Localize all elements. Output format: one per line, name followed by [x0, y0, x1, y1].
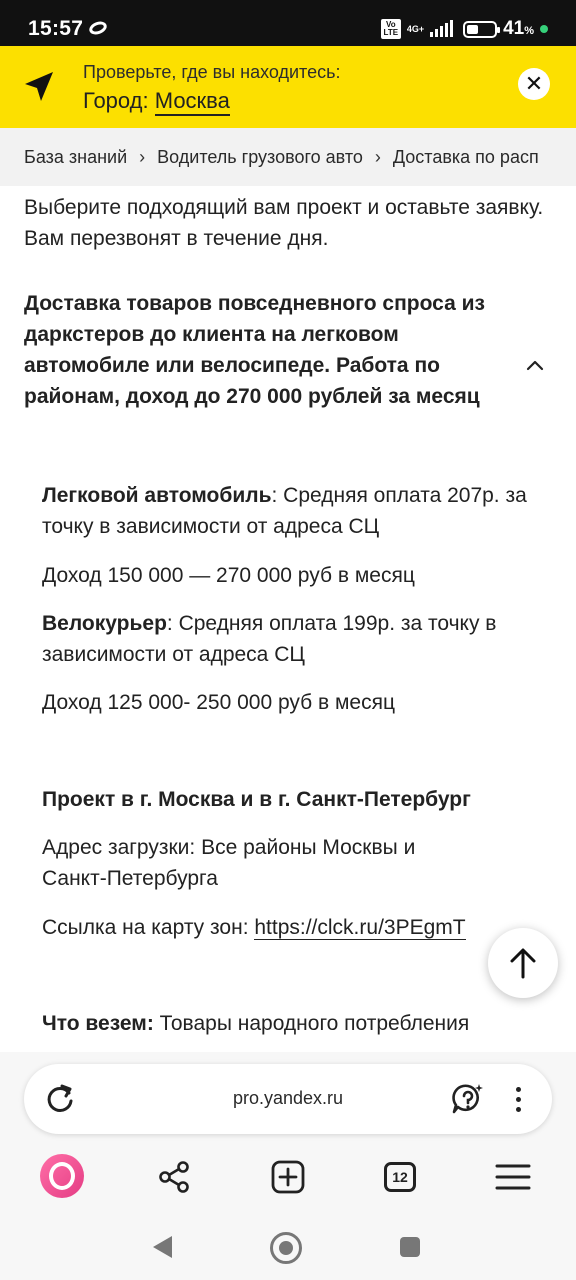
tabs-count: 12 — [384, 1162, 416, 1192]
banner-city-row — [83, 88, 230, 114]
car-label: Легковой автомобиль — [42, 484, 272, 507]
back-icon[interactable] — [150, 1234, 174, 1260]
volte-icon: Vo LTE — [381, 19, 401, 39]
chevron-up-icon[interactable] — [524, 356, 546, 374]
status-time: 15:57 — [28, 17, 84, 40]
bike-description — [42, 608, 542, 670]
alice-icon[interactable] — [40, 1154, 84, 1198]
address-bar[interactable] — [24, 1064, 552, 1134]
status-indicators — [381, 18, 548, 40]
recent-apps-icon[interactable] — [400, 1237, 420, 1257]
battery-icon — [463, 21, 497, 38]
share-icon — [157, 1160, 191, 1194]
plus-square-icon — [270, 1159, 306, 1195]
more-vertical-icon[interactable] — [506, 1081, 530, 1117]
map-link-row — [42, 912, 522, 943]
browser-bottom-bar — [0, 1052, 576, 1280]
cargo-row — [42, 1008, 542, 1039]
breadcrumb-item-truck-driver[interactable]: Водитель грузового авто — [157, 147, 363, 167]
new-tab-button[interactable] — [265, 1154, 311, 1200]
share-button[interactable] — [151, 1154, 197, 1200]
banner-question: Проверьте, где вы находитесь: — [83, 62, 341, 82]
car-description — [42, 480, 542, 542]
hamburger-menu-icon — [495, 1163, 531, 1191]
map-link-label: Ссылка на карту зон: — [42, 916, 255, 939]
tabs-button[interactable] — [377, 1154, 423, 1200]
browser-toolbar — [0, 1148, 576, 1204]
article-content — [0, 186, 576, 1052]
chevron-right-icon: › — [139, 147, 146, 167]
bike-label: Велокурьер — [42, 612, 167, 635]
cargo-text: Товары народного потребления — [153, 1012, 470, 1035]
city-link[interactable]: Москва — [155, 88, 230, 116]
alice-help-icon[interactable] — [450, 1081, 486, 1117]
arrow-up-icon — [509, 947, 537, 979]
chevron-right-icon: › — [374, 147, 381, 167]
home-icon[interactable] — [270, 1232, 302, 1264]
breadcrumb-item-knowledge-base[interactable]: База знаний — [24, 147, 128, 167]
network-type: 4G+ — [406, 23, 425, 34]
car-text: : Средняя оплата 207р. за точку в зависимости от адреса СЦ — [42, 484, 527, 538]
project-title: Проект в г. Москва и в г. Санкт-Петербург — [42, 788, 471, 811]
breadcrumb-item-delivery[interactable]: Доставка по расп — [392, 147, 539, 167]
cargo-label: Что везем: — [42, 1012, 154, 1035]
navigation-arrow-icon — [22, 70, 56, 104]
close-icon: ✕ — [524, 71, 544, 96]
battery-percent: 41% — [503, 18, 534, 39]
bike-income: Доход 125 000- 250 000 руб в месяц — [42, 691, 396, 714]
load-address: Адрес загрузки: Все районы Москвы и Санкт-Петербурга — [42, 836, 416, 890]
map-link[interactable]: https://clck.ru/3PEgmT — [254, 916, 466, 939]
notification-ring-icon — [87, 19, 108, 36]
signal-icon — [430, 21, 453, 37]
status-bar — [0, 0, 576, 46]
menu-button[interactable] — [490, 1154, 536, 1200]
url-text[interactable]: pro.yandex.ru — [232, 1088, 344, 1108]
city-prefix: Город: — [83, 88, 149, 113]
section-heading[interactable]: Доставка товаров повседневного спроса из даркстеров до клиента на легковом автомобиле или велосипеде. Работа по районам, доход до 270 000 рублей за месяц — [24, 292, 485, 408]
car-income: Доход 150 000 — 270 000 руб в месяц — [42, 564, 415, 587]
scroll-to-top-button[interactable] — [488, 928, 558, 998]
charging-dot-icon — [540, 25, 548, 33]
bike-text: : Средняя оплата 199р. за точку в зависимости от адреса СЦ — [42, 612, 497, 666]
battery-fill — [467, 25, 478, 34]
location-banner — [0, 46, 576, 128]
close-banner-button[interactable] — [518, 68, 550, 100]
android-navigation-bar — [0, 1220, 576, 1280]
breadcrumb — [0, 128, 576, 186]
intro-text: Выберите подходящий вам проект и оставьте заявку. Вам перезвонят в течение дня. — [24, 196, 544, 250]
